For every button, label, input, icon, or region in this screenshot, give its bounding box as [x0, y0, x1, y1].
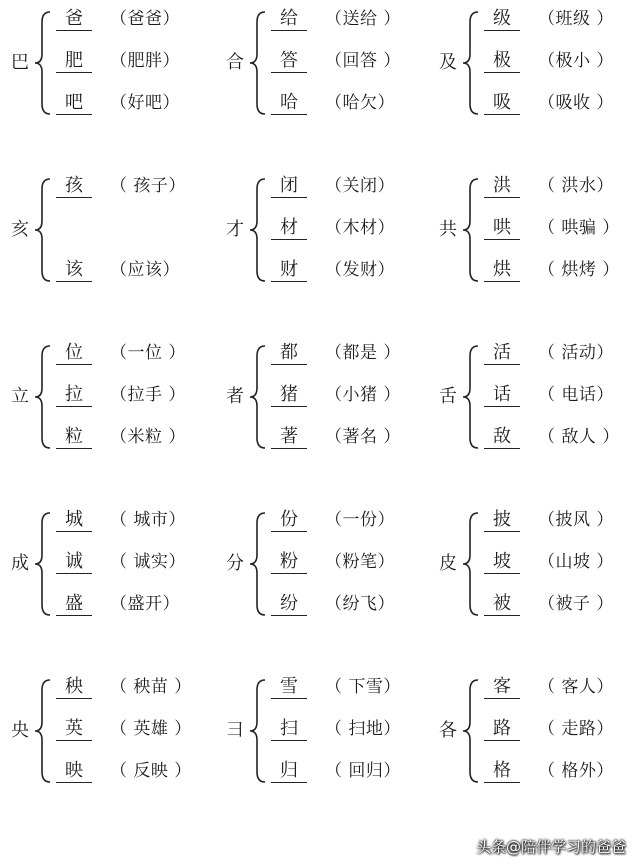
derived-character: 映 — [56, 760, 92, 783]
brace-icon — [34, 509, 54, 619]
root-character: 立 — [11, 386, 29, 407]
example-word: （ 扫地） — [325, 719, 401, 739]
derived-character: 敌 — [484, 426, 520, 449]
example-word: （应该） — [110, 260, 180, 280]
char-group — [434, 342, 640, 472]
derived-character: 份 — [271, 509, 307, 532]
example-word: （ 回归） — [325, 761, 401, 781]
brace-icon — [249, 8, 269, 118]
brace-icon — [462, 175, 482, 285]
example-word: （ 反映 ） — [110, 761, 192, 781]
example-word: （ 烘烤 ） — [538, 260, 620, 280]
example-word: （ 秧苗 ） — [110, 677, 192, 697]
char-group — [6, 175, 216, 305]
brace-icon — [462, 509, 482, 619]
derived-character: 猪 — [271, 384, 307, 407]
derived-character: 答 — [271, 50, 307, 73]
brace-icon — [249, 509, 269, 619]
derived-character: 秧 — [56, 676, 92, 699]
example-word: （被子 ） — [538, 594, 614, 614]
derived-character: 客 — [484, 676, 520, 699]
example-word: （ 洪水） — [538, 176, 614, 196]
derived-character: 位 — [56, 342, 92, 365]
derived-character: 哄 — [484, 217, 520, 240]
derived-character: 扫 — [271, 718, 307, 741]
brace-icon — [249, 342, 269, 452]
root-character: 分 — [226, 553, 244, 574]
char-group — [434, 175, 640, 305]
derived-character: 英 — [56, 718, 92, 741]
char-group — [434, 509, 640, 639]
example-word: （爸爸） — [110, 9, 180, 29]
derived-character: 爸 — [56, 8, 92, 31]
brace-icon — [249, 175, 269, 285]
example-word: （ 孩子） — [110, 176, 186, 196]
derived-character: 材 — [271, 217, 307, 240]
derived-character: 坡 — [484, 551, 520, 574]
root-character: 及 — [439, 52, 457, 73]
example-word: （木材） — [325, 218, 395, 238]
example-word: （著名 ） — [325, 427, 401, 447]
derived-character: 哈 — [271, 92, 307, 115]
root-character: 成 — [11, 553, 29, 574]
example-word: （盛开） — [110, 594, 180, 614]
derived-character: 被 — [484, 593, 520, 616]
example-word: （极小 ） — [538, 51, 614, 71]
brace-icon — [34, 676, 54, 786]
example-word: （披风 ） — [538, 510, 614, 530]
brace-icon — [462, 676, 482, 786]
derived-character: 城 — [56, 509, 92, 532]
derived-character: 活 — [484, 342, 520, 365]
root-character: 彐 — [226, 720, 244, 741]
derived-character: 都 — [271, 342, 307, 365]
char-group — [221, 509, 431, 639]
char-group — [6, 676, 216, 806]
derived-character: 闭 — [271, 175, 307, 198]
derived-character: 该 — [56, 259, 92, 282]
example-word: （好吧） — [110, 93, 180, 113]
derived-character: 雪 — [271, 676, 307, 699]
example-word: （米粒 ） — [110, 427, 186, 447]
root-character: 亥 — [11, 219, 29, 240]
example-word: （ 城市） — [110, 510, 186, 530]
example-word: （ 敌人 ） — [538, 427, 620, 447]
example-word: （吸收 ） — [538, 93, 614, 113]
derived-character: 纷 — [271, 593, 307, 616]
char-group — [221, 342, 431, 472]
example-word: （ 哄骗 ） — [538, 218, 620, 238]
example-word: （ 活动） — [538, 343, 614, 363]
char-group — [434, 8, 640, 138]
example-word: （ 诚实） — [110, 552, 186, 572]
char-group — [434, 676, 640, 806]
example-word: （班级 ） — [538, 9, 614, 29]
derived-character: 肥 — [56, 50, 92, 73]
char-group — [221, 676, 431, 806]
example-word: （粉笔） — [325, 552, 395, 572]
root-character: 皮 — [439, 553, 457, 574]
example-word: （ 电话） — [538, 385, 614, 405]
example-word: （纷飞） — [325, 594, 395, 614]
example-word: （肥胖） — [110, 51, 180, 71]
brace-icon — [34, 175, 54, 285]
derived-character: 给 — [271, 8, 307, 31]
example-word: （发财） — [325, 260, 395, 280]
example-word: （一位 ） — [110, 343, 186, 363]
example-word: （ 客人） — [538, 677, 614, 697]
derived-character: 话 — [484, 384, 520, 407]
char-group — [6, 342, 216, 472]
example-word: （哈欠） — [325, 93, 395, 113]
char-group — [6, 8, 216, 138]
root-character: 巴 — [11, 52, 29, 73]
derived-character: 极 — [484, 50, 520, 73]
watermark: 头条@陪伴学习的爸爸 — [475, 838, 626, 856]
derived-character: 粉 — [271, 551, 307, 574]
derived-character: 烘 — [484, 259, 520, 282]
brace-icon — [249, 676, 269, 786]
derived-character: 吧 — [56, 92, 92, 115]
root-character: 才 — [226, 219, 244, 240]
derived-character: 洪 — [484, 175, 520, 198]
char-group — [6, 509, 216, 639]
derived-character: 吸 — [484, 92, 520, 115]
example-word: （都是 ） — [325, 343, 401, 363]
brace-icon — [34, 8, 54, 118]
example-word: （山坡 ） — [538, 552, 614, 572]
example-word: （关闭） — [325, 176, 395, 196]
brace-icon — [462, 342, 482, 452]
example-word: （一份） — [325, 510, 395, 530]
derived-character: 级 — [484, 8, 520, 31]
derived-character: 归 — [271, 760, 307, 783]
root-character: 各 — [439, 720, 457, 741]
derived-character: 财 — [271, 259, 307, 282]
example-word: （小猪 ） — [325, 385, 401, 405]
derived-character: 路 — [484, 718, 520, 741]
root-character: 者 — [226, 386, 244, 407]
derived-character: 披 — [484, 509, 520, 532]
brace-icon — [34, 342, 54, 452]
derived-character: 盛 — [56, 593, 92, 616]
example-word: （ 英雄 ） — [110, 719, 192, 739]
derived-character: 拉 — [56, 384, 92, 407]
brace-icon — [462, 8, 482, 118]
root-character: 舌 — [439, 386, 457, 407]
example-word: （ 格外） — [538, 761, 614, 781]
derived-character: 诚 — [56, 551, 92, 574]
char-group — [221, 8, 431, 138]
example-word: （ 走路） — [538, 719, 614, 739]
example-word: （送给 ） — [325, 9, 401, 29]
char-group — [221, 175, 431, 305]
root-character: 央 — [11, 720, 29, 741]
root-character: 合 — [226, 52, 244, 73]
example-word: （拉手 ） — [110, 385, 186, 405]
example-word: （ 下雪） — [325, 677, 401, 697]
derived-character: 著 — [271, 426, 307, 449]
derived-character: 孩 — [56, 175, 92, 198]
root-character: 共 — [439, 219, 457, 240]
example-word: （回答 ） — [325, 51, 401, 71]
derived-character: 粒 — [56, 426, 92, 449]
derived-character: 格 — [484, 760, 520, 783]
